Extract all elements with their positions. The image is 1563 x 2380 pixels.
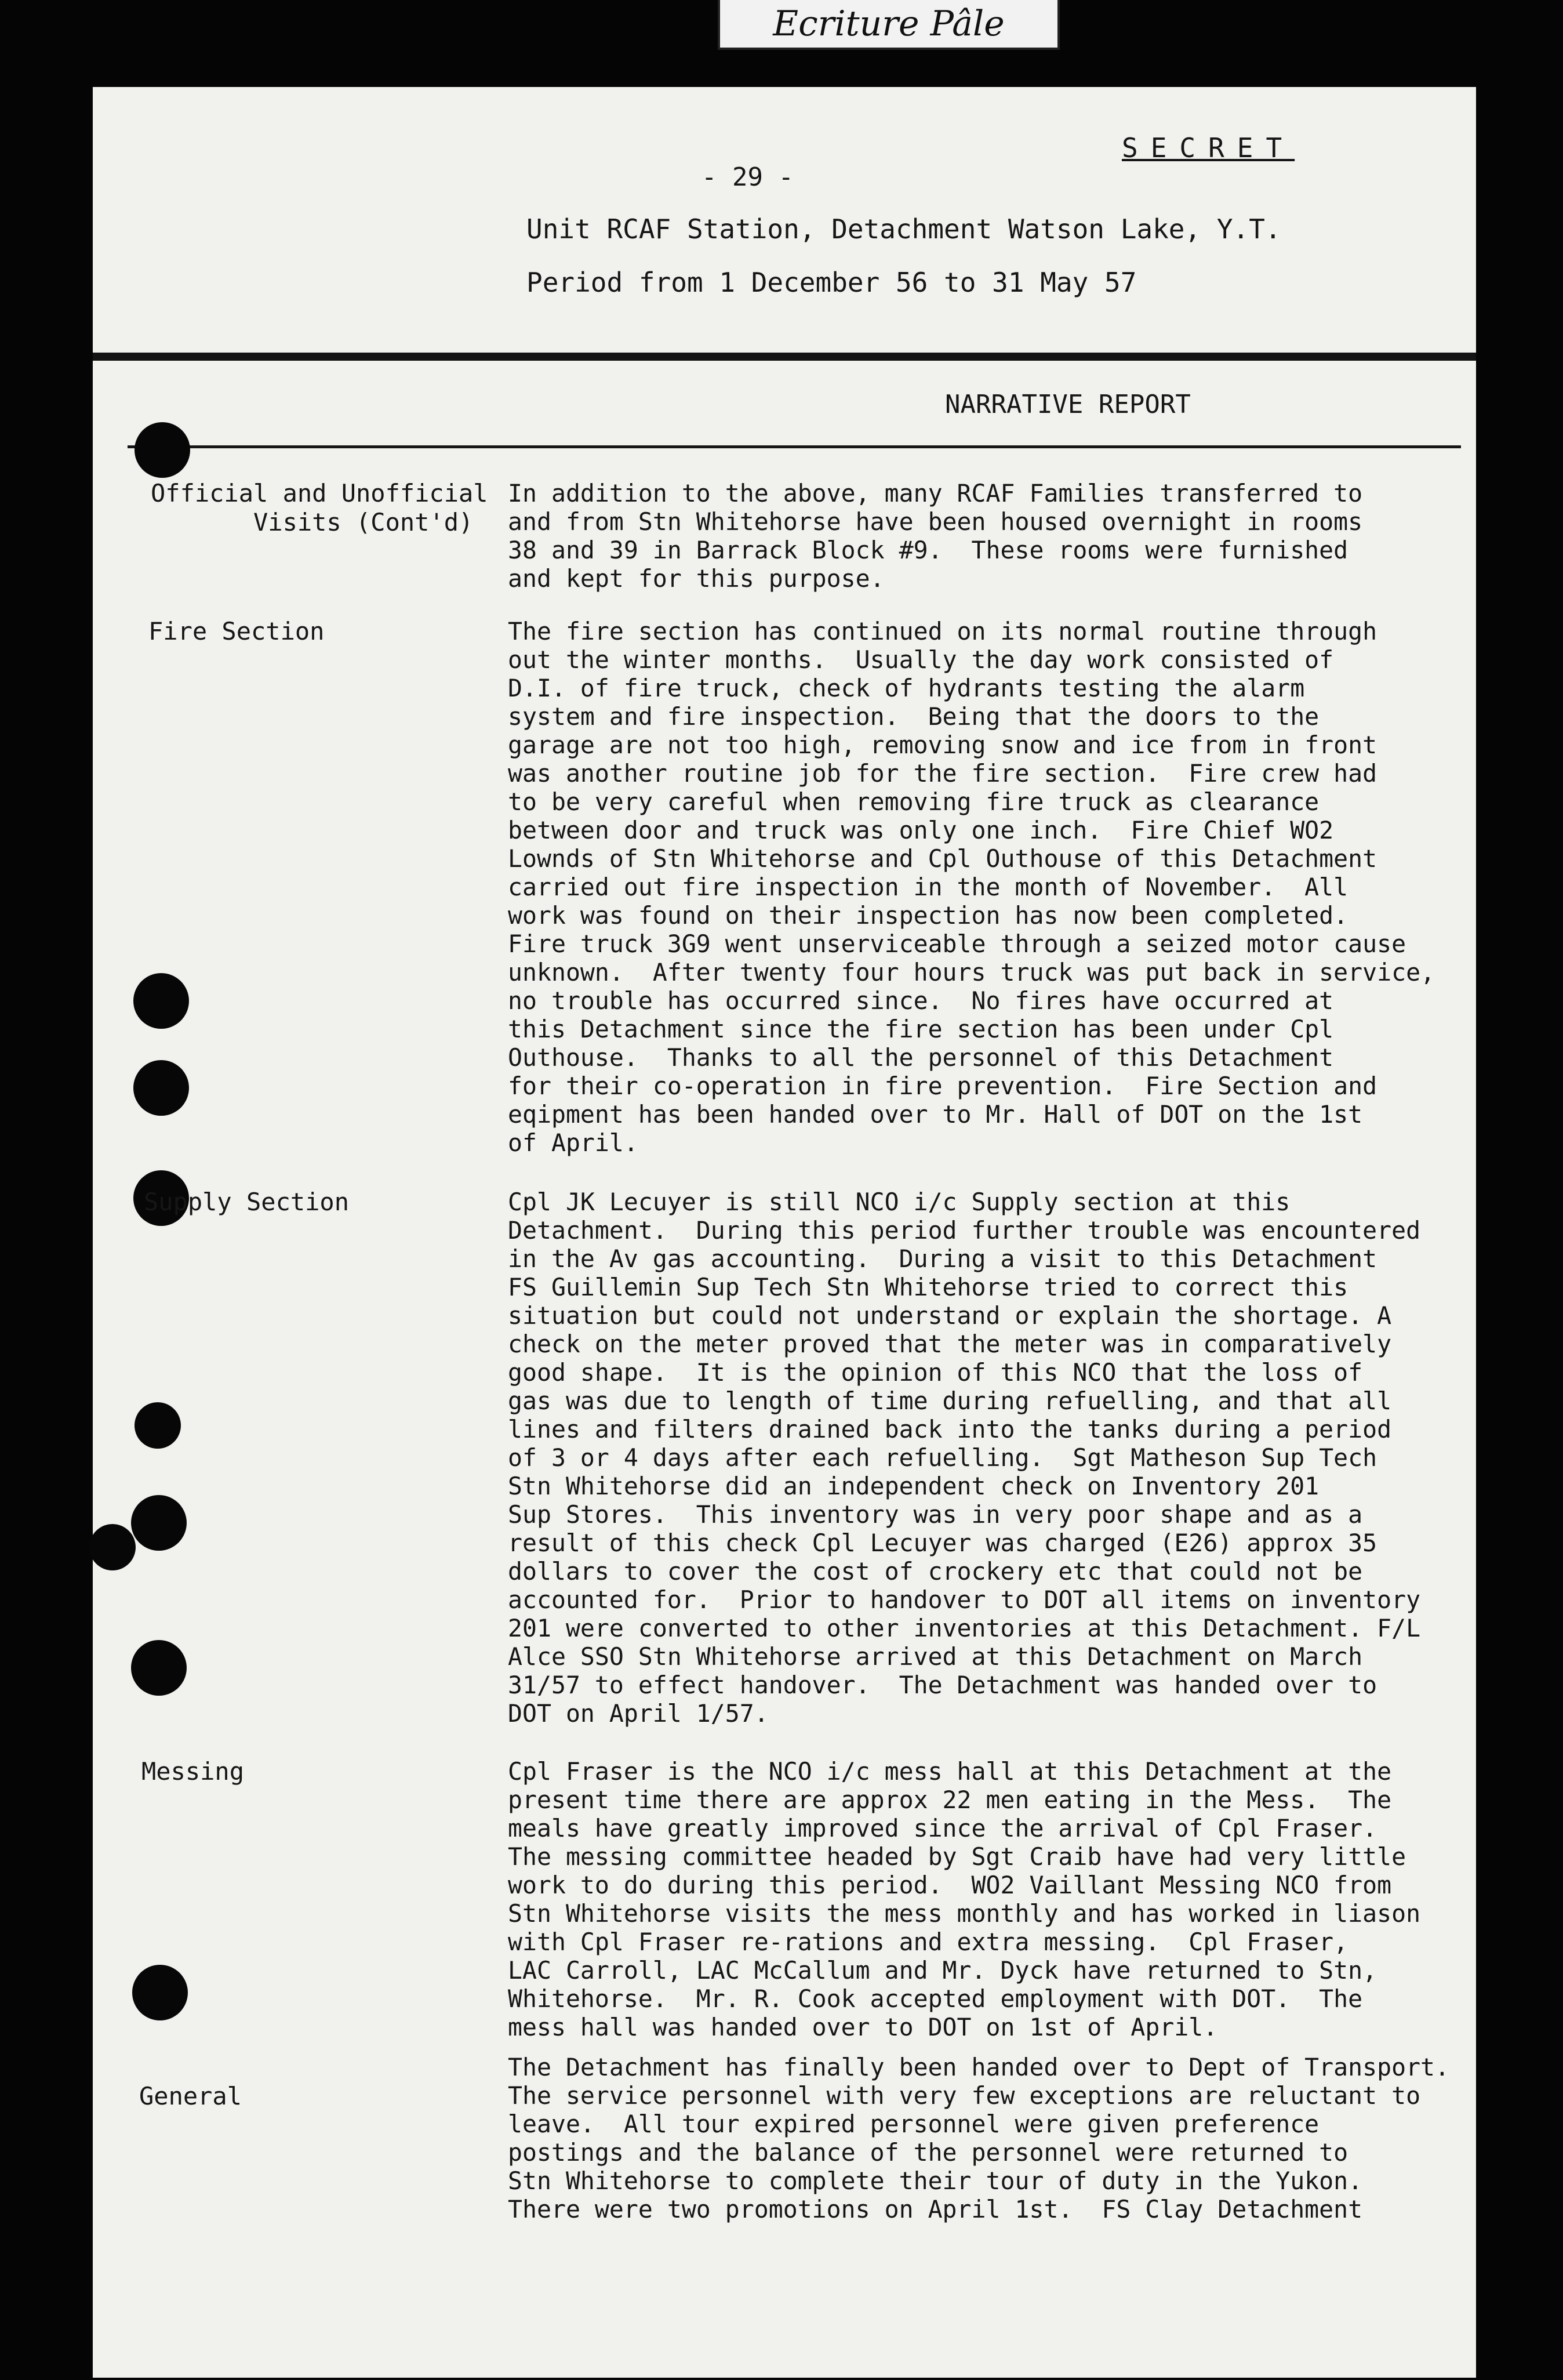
punch-hole-7 (89, 1524, 136, 1570)
header-divider (93, 353, 1476, 361)
page-number: - 29 - (701, 162, 794, 192)
section-text-visits: In addition to the above, many RCAF Families transferred to and from Stn Whitehorse have been housed overnight in rooms 38 and 39 in Barrack Block #9. These rooms were furnished and kept for this purpose. (508, 479, 1363, 593)
section-text-fire: The fire section has continued on its normal routine through out the winter months. Usually the day work consisted of D.I. of fire truck, check of hydrants testing the alarm system and fire inspection. Being that the doors to the garage are not too high, removing snow and ice from in front was another routine job for the fire section. Fire crew had to be very careful when removing fire truck as clearance between door and truck was only one inch. Fire Chief WO2 Lownds of Stn Whitehorse and Cpl Outhouse of this Detachment carried out fire inspection in the month of November. All work was found on their inspection has now been completed. Fire truck 3G9 went unserviceable through a seized motor cause unknown. After twenty four hours truck was put back in service, no trouble has occurred since. No fires have occurred at this Detachment since the fire section has been under Cpl Outhouse. Thanks to all the personnel of this Detachment for their co-operation in fire prevention. Fire Section and eqipment has been handed over to Mr. Hall of DOT on the 1st of April. (508, 617, 1435, 1157)
section-heading-general: General (139, 2082, 242, 2110)
punch-hole-2 (133, 973, 189, 1029)
section-heading-visits: Official and Unofficial Visits (Cont'd) (151, 479, 488, 536)
section-heading-fire: Fire Section (148, 617, 325, 645)
punch-hole-3 (133, 1060, 189, 1116)
section-text-supply: Cpl JK Lecuyer is still NCO i/c Supply section at this Detachment. During this period further trouble was encountered in the Av gas accounting. During a visit to this Detachment FS Guillemin Sup Tech Stn Whitehorse tried to correct this situation but could not understand or explain the shortage. A check on the meter proved that the meter was in comparatively good shape. It is the opinion of this NCO that the loss of gas was due to length of time during refuelling, and that all lines and filters drained back into the tanks during a period of 3 or 4 days after each refuelling. Sgt Matheson Sup Tech Stn Whitehorse did an independent check on Inventory 201 Sup Stores. This inventory was in very poor shape and as a result of this check Cpl Lecuyer was charged (E26) approx 35 dollars to cover the cost of crockery etc that could not be accounted for. Prior to handover to DOT all items on inventory 201 were converted to other inventories at this Detachment. F/L Alce SSO Stn Whitehorse arrived at this Detachment on March 31/57 to effect handover. The Detachment was handed over to DOT on April 1/57. (508, 1188, 1421, 1728)
punch-hole-8 (131, 1640, 187, 1696)
section-text-messing: Cpl Fraser is the NCO i/c mess hall at this Detachment at the present time there are approx 22 men eating in the Mess. The meals have greatly improved since the arrival of Cpl Fraser. The messing committee headed by Sgt Craib have had very little work to do during this period. WO2 Vaillant Messing NCO from Stn Whitehorse visits the mess monthly and has worked in liason with Cpl Fraser re-rations and extra messing. Cpl Fraser, LAC Carroll, LAC McCallum and Mr. Dyck have returned to Stn, Whitehorse. Mr. R. Cook accepted employment with DOT. The mess hall was handed over to DOT on 1st of April. (508, 1757, 1421, 2041)
section-heading-supply: Supply Section (144, 1188, 350, 1216)
punch-hole-6 (131, 1495, 187, 1551)
document-page (93, 87, 1476, 2378)
section-text-general: The Detachment has finally been handed over to Dept of Transport. The service personnel with very few exceptions are reluctant to leave. All tour expired personnel were given preference postings and the balance of the personnel were returned to Stn Whitehorse to complete their tour of duty in the Yukon. There were two promotions on April 1st. FS Clay Detachment (508, 2053, 1450, 2223)
punch-hole-5 (135, 1402, 181, 1449)
classification-marking: SECRET (1122, 132, 1295, 164)
section-heading-messing: Messing (141, 1757, 245, 1786)
report-title: NARRATIVE REPORT (945, 390, 1191, 419)
unit-line: Unit RCAF Station, Detachment Watson Lake, Y.T. (526, 213, 1281, 245)
period-line: Period from 1 December 56 to 31 May 57 (526, 267, 1137, 298)
archive-label-tab: Ecriture Pâle (718, 0, 1060, 50)
punch-hole-9 (132, 1965, 188, 2020)
punch-hole-1 (135, 422, 190, 478)
title-divider (128, 445, 1461, 448)
